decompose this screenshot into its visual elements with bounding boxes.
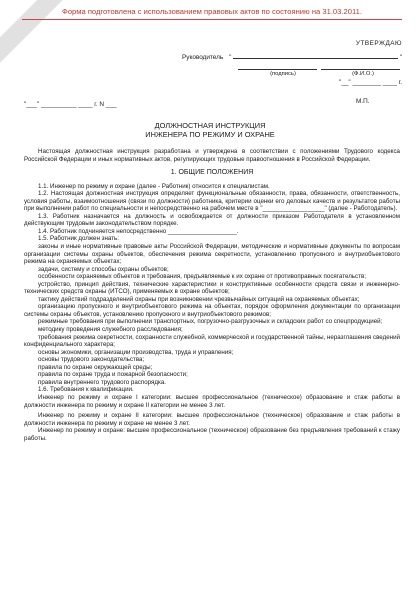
signature-blank-line (238, 68, 317, 70)
paragraph-1-6: 1.6. Требования к квалификации. (38, 386, 134, 394)
form-notice: Форма подготовлена с использованием правовых актов по состоянию на 31.03.2011. (22, 6, 402, 20)
document-body (24, 148, 400, 442)
org-blank-line (233, 57, 397, 59)
paragraph-1-1: 1.1. Инженер по режиму и охране (далее - Работник) относится к специалистам. (38, 182, 270, 190)
stamp-place: М.П. (356, 98, 370, 105)
know-item: задачи, систему и способы охраны объектов; (38, 265, 169, 273)
know-item: основы трудового законодательства; (38, 356, 145, 364)
know-item: основы экономики, организации производства, труда и управления; (38, 348, 234, 356)
approval-head-quote-close: " (399, 54, 402, 61)
know-item: требования режима секретности, сохранности служебной, коммерческой и государственной тайны, неразглашения сведений конфиденциального характера; (24, 333, 400, 349)
title-line-2: ИНЖЕНЕРА ПО РЕЖИМУ И ОХРАНЕ (145, 130, 275, 139)
title-line-1: ДОЛЖНОСТНАЯ ИНСТРУКЦИЯ (154, 121, 266, 130)
paragraph-1-5: 1.5. Работник должен знать: (38, 235, 119, 243)
know-item: правила по охране труда и пожарной безопасности; (38, 371, 188, 379)
document-title (0, 121, 420, 139)
section-title: 1. ОБЩИЕ ПОЛОЖЕНИЯ (170, 169, 254, 177)
qualification-item: Инженер по режиму и охране II категории: высшее профессиональное (техническое) образование и стаж работы в должности инженера по режиму и охране не менее 3 лет. (24, 412, 400, 427)
name-label: (Ф.И.О.) (352, 71, 374, 77)
intro-paragraph: Настоящая должностная инструкция разработана и утверждена в соответствии с положениями Трудового кодекса Российской Федерации и иных нормативных актов, регулирующих трудовые правоотношения в Российской Федерации. (24, 148, 400, 163)
approval-head-quote: " (229, 54, 232, 61)
approval-date: "__" ________ ____ г. (339, 79, 402, 86)
signature-label: (подпись) (270, 71, 296, 77)
approval-header: УТВЕРЖДАЮ (355, 40, 402, 47)
know-item: методику проведения служебного расследования; (38, 326, 183, 334)
approval-head-label: Руководитель (182, 54, 224, 61)
name-blank-line (321, 68, 400, 70)
paragraph-1-2: 1.2. Настоящая должностная инструкция определяет функциональные обязанности, права, обязанности, ответственность, условия работы, взаимоотношения (связи по должности) работника, критерии оценки его деловых качеств и результатов работы при выполнении работ по специальности и непосредственно на рабочем месте в "__________________" (далее - Работодатель). (24, 190, 400, 213)
know-item: тактику действий подразделений охраны при возникновении чрезвычайных ситуаций на охраняемых объектах; (38, 295, 360, 303)
know-item: правила по охране окружающей среды; (38, 363, 153, 371)
approval-head-row (182, 50, 402, 61)
know-item: правила внутреннего трудового распорядка. (38, 378, 167, 386)
qualification-item: Инженер по режиму и охране I категории: высшее профессиональное (техническое) образование и стаж работы в должности инженера по режиму и охране II категории не менее 3 лет. (24, 393, 400, 409)
know-item: законы и иные нормативные правовые акты Российской Федерации, методические и нормативные документы по вопросам организации системы охраны объектов, обеспечения режима секретности, установлению пропускного и внутриобъектового режима на охраняемых объектах; (24, 243, 400, 266)
know-item: режимные требования при выполнении транспортных, погрузочно-разгрузочных и складских работ со спецпродукцией; (38, 318, 383, 326)
paragraph-1-3: 1.3. Работник назначается на должность и освобождается от должности приказом Работодателя в установленном действующим трудовым законодательством порядке. (24, 212, 400, 228)
know-item: устройство, принцип действия, технические характеристики и конструктивные особенности средств связи и инженерно-технических средств охраны (ИТСО), применяемых в охране объектов; (24, 280, 400, 296)
know-item: организацию пропускного и внутриобъектового режима на объектах, порядок оформления документации по организации системы охраны объектов, установлению пропускного и внутриобъектового режимов; (24, 303, 400, 318)
paragraph-1-4: 1.4. Работник подчиняется непосредственно ____________________. (38, 227, 239, 235)
qualification-item: Инженер по режиму и охране: высшее профессиональное (техническое) образование без предъявления требований к стажу работы. (24, 427, 400, 442)
approval-block (182, 40, 402, 86)
registration-line: "___" __________ ____ г. N ___ (24, 101, 117, 108)
approval-sub-labels (182, 71, 402, 77)
know-item: особенности охраняемых объектов и требования, предъявляемые к их охране от противоправных посягательств; (38, 273, 366, 281)
